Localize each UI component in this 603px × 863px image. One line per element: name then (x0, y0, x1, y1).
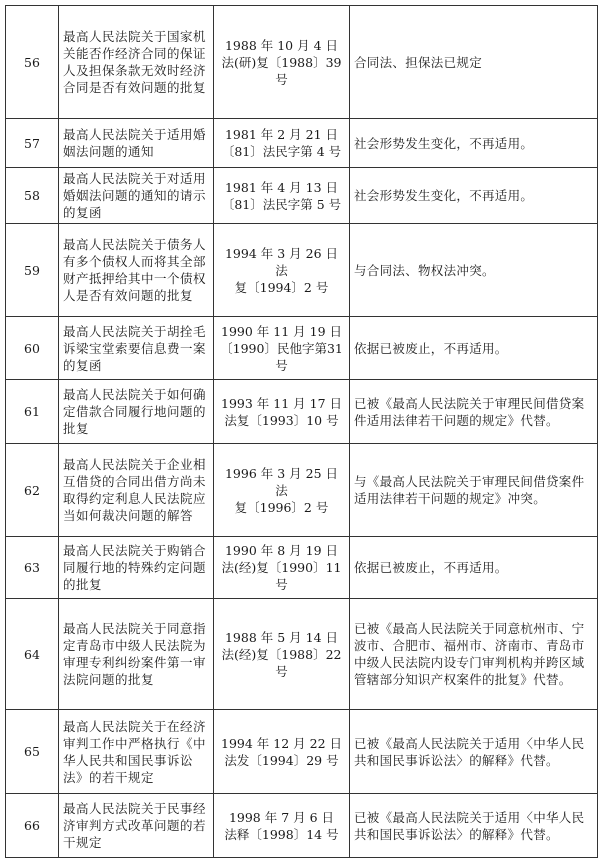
table-row (6, 710, 598, 794)
document-date: 1981 年 4 月 13 日 (224, 179, 339, 195)
table-row (6, 224, 598, 317)
document-title: 最高人民法院关于胡拴毛诉梁宝堂索要信息费一案的复函 (59, 317, 214, 380)
document-number: 法发〔1994〕29 号 (224, 752, 339, 768)
document-number: 法释〔1998〕14 号 (224, 826, 339, 842)
document-reference (214, 599, 350, 710)
status-note: 已被《最高人民法院关于审理民间借贷案件适用法律若干问题的规定》代替。 (350, 380, 598, 444)
document-reference (214, 168, 350, 224)
document-date: 1988 年 5 月 14 日 (224, 629, 339, 645)
document-date: 1990 年 11 月 19 日 (221, 323, 342, 339)
status-note: 已被《最高人民法院关于同意杭州市、宁波市、合肥市、福州市、济南市、青岛市中级人民法院内设专门审判机构并跨区域管辖部分知识产权案件的批复》代替。 (350, 599, 598, 710)
document-title: 最高人民法院关于购销合同履行地的特殊约定问题的批复 (59, 537, 214, 599)
document-date: 1996 年 3 月 25 日 法 (224, 465, 339, 498)
table-row (6, 444, 598, 537)
status-note: 社会形势发生变化，不再适用。 (350, 119, 598, 168)
document-number: 法(经)复〔1990〕11 号 (221, 560, 342, 592)
table-row (6, 168, 598, 224)
document-title: 最高人民法院关于对适用婚姻法问题的通知的请示的复函 (59, 168, 214, 224)
row-number: 56 (6, 6, 59, 119)
document-reference (214, 794, 350, 858)
document-date: 1994 年 3 月 26 日 法 (224, 245, 339, 278)
document-date: 1993 年 11 月 17 日 (221, 395, 342, 411)
row-number: 66 (6, 794, 59, 858)
row-number: 60 (6, 317, 59, 380)
row-number: 63 (6, 537, 59, 599)
document-reference (214, 444, 350, 537)
table-row (6, 119, 598, 168)
table-row (6, 599, 598, 710)
document-title: 最高人民法院关于如何确定借款合同履行地问题的批复 (59, 380, 214, 444)
table-row (6, 380, 598, 444)
status-note: 已被《最高人民法院关于适用〈中华人民共和国民事诉讼法〉的解释》代替。 (350, 710, 598, 794)
document-number: 〔1990〕民他字第31号 (220, 340, 343, 373)
status-note: 已被《最高人民法院关于适用〈中华人民共和国民事诉讼法〉的解释》代替。 (350, 794, 598, 858)
document-number: 复〔1994〕2 号 (234, 279, 329, 295)
row-number: 57 (6, 119, 59, 168)
document-title: 最高人民法院关于民事经济审判方式改革问题的若干规定 (59, 794, 214, 858)
row-number: 64 (6, 599, 59, 710)
document-date: 1998 年 7 月 6 日 (228, 809, 335, 825)
row-number: 62 (6, 444, 59, 537)
document-reference (214, 380, 350, 444)
document-number: 法(经)复〔1988〕22 号 (221, 646, 342, 679)
table-row (6, 537, 598, 599)
document-number: 〔81〕法民字第 4 号 (221, 144, 342, 159)
status-note: 社会形势发生变化，不再适用。 (350, 168, 598, 224)
status-note: 与合同法、物权法冲突。 (350, 224, 598, 317)
document-reference (214, 317, 350, 380)
document-title: 最高人民法院关于国家机关能否作经济合同的保证人及担保条款无效时经济合同是否有效问题的批复 (59, 6, 214, 119)
document-title: 最高人民法院关于债务人有多个债权人而将其全部财产抵押给其中一个债权人是否有效问题的批复 (59, 224, 214, 317)
document-title: 最高人民法院关于同意指定青岛市中级人民法院为审理专利纠纷案件第一审法院问题的批复 (59, 599, 214, 710)
row-number: 65 (6, 710, 59, 794)
table-row (6, 317, 598, 380)
document-date: 1990 年 8 月 19 日 (224, 543, 339, 558)
status-note: 依据已被废止，不再适用。 (350, 537, 598, 599)
status-note: 合同法、担保法已规定 (350, 6, 598, 119)
document-number: 法(研)复〔1988〕39 号 (221, 54, 342, 87)
document-title: 最高人民法院关于在经济审判工作中严格执行《中华人民共和国民事诉讼法》的若干规定 (59, 710, 214, 794)
document-date: 1994 年 12 月 22 日 (221, 735, 342, 751)
row-number: 58 (6, 168, 59, 224)
status-note: 依据已被废止，不再适用。 (350, 317, 598, 380)
document-reference (214, 224, 350, 317)
table-row (6, 6, 598, 119)
status-note: 与《最高人民法院关于审理民间借贷案件适用法律若干问题的规定》冲突。 (350, 444, 598, 537)
document-number: 复〔1996〕2 号 (234, 499, 329, 515)
row-number: 61 (6, 380, 59, 444)
table-row (6, 794, 598, 858)
document-reference (214, 6, 350, 119)
document-reference (214, 537, 350, 599)
document-reference (214, 710, 350, 794)
document-title: 最高人民法院关于企业相互借贷的合同出借方尚未取得约定利息人民法院应当如何裁决问题的解答 (59, 444, 214, 537)
document-date: 1981 年 2 月 21 日 (224, 127, 339, 142)
table-body (6, 6, 598, 858)
document-number: 法复〔1993〕10 号 (224, 412, 339, 428)
row-number: 59 (6, 224, 59, 317)
document-title: 最高人民法院关于适用婚姻法问题的通知 (59, 119, 214, 168)
regulations-table (5, 5, 598, 858)
document-number: 〔81〕法民字第 5 号 (221, 196, 342, 212)
document-date: 1988 年 10 月 4 日 (224, 37, 339, 53)
document-reference (214, 119, 350, 168)
